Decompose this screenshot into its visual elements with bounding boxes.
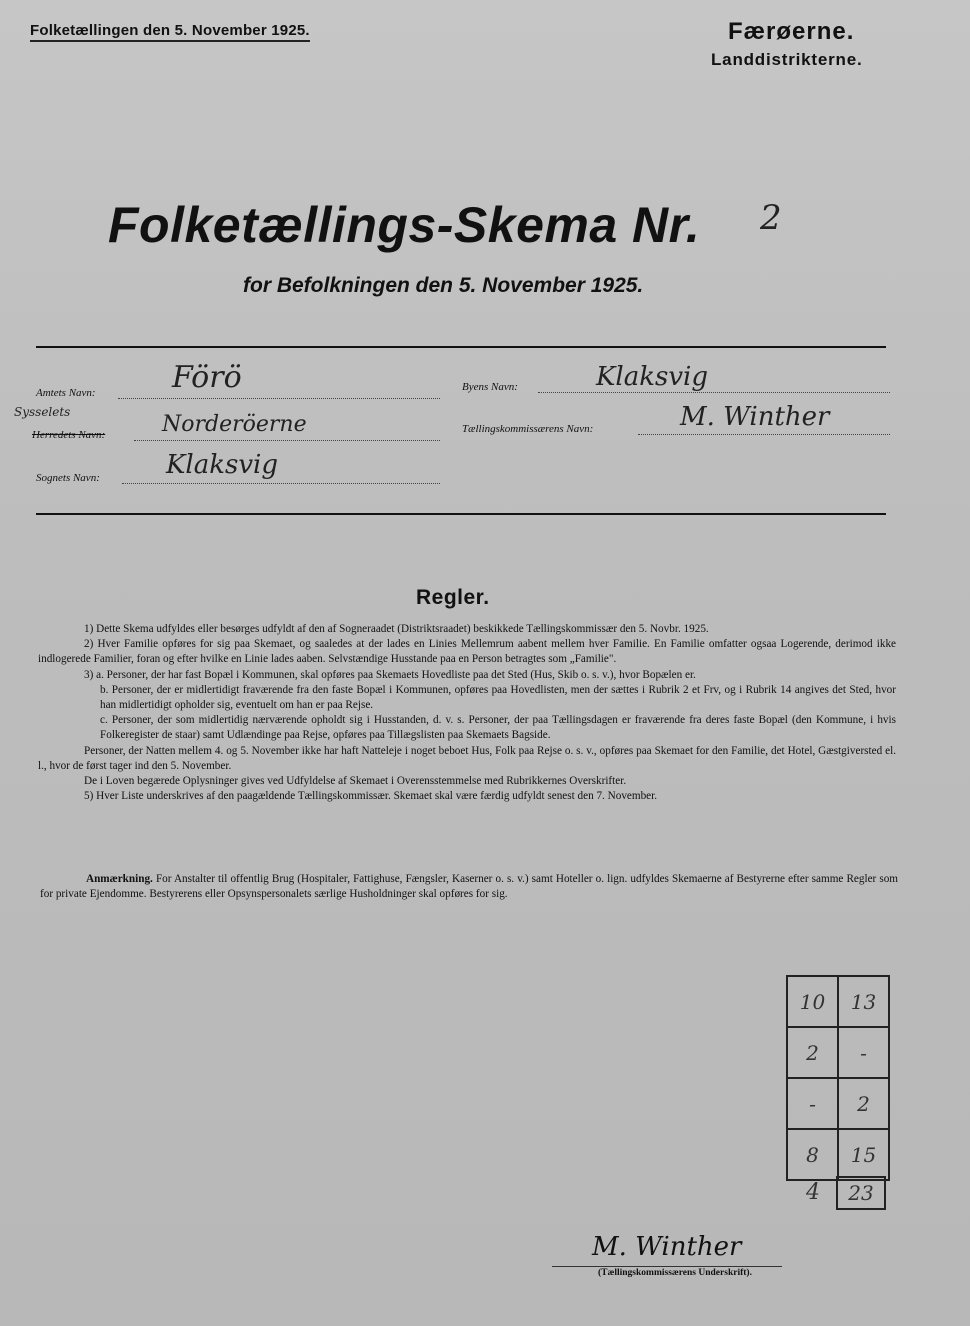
by-value: Klaksvig [596, 362, 708, 392]
tally-cell: 2 [787, 1027, 838, 1078]
sogn-value: Klaksvig [166, 450, 278, 480]
herred-label: Herredets Navn: [32, 429, 106, 441]
note-label: Anmærkning. [86, 873, 153, 885]
kommissaer-value: M. Winther [680, 402, 830, 432]
rule-3b: b. Personer, der er midlertidigt fraværende fra den faste Bopæl i Kommunen, opføres paa Hovedlisten, men der sættes i Rubrik 2 et Frv, og i Rubrik 14 angives det Sted, hvor han midlertidigt opholder sig, eventuelt om han er paa Rejse. [100, 683, 896, 712]
amt-value: Förö [172, 360, 242, 395]
amt-line [118, 398, 440, 399]
tally-cell: 8 [787, 1129, 838, 1180]
tally-total-right: 23 [836, 1176, 886, 1210]
form-title: Folketællings-Skema Nr. [108, 197, 701, 253]
tally-row [787, 1078, 889, 1129]
rules-heading: Regler. [416, 586, 490, 609]
tally-cell: - [787, 1078, 838, 1129]
form-subtitle: for Befolkningen den 5. November 1925. [243, 274, 644, 297]
bottom-divider [36, 513, 886, 515]
rule-3c: c. Personer, der som midlertidig nærværende opholdt sig i Husstanden, d. v. s. Personer, der paa Tællingsdagen er fraværende fra deres faste Bopæl (den Kommune, i hvis Folkeregister de staar) samt Udlændinge paa Rejse, opføres paa Tillægslisten paa Skemaets Bagside. [100, 714, 896, 742]
region-title: Færøerne. [728, 18, 855, 45]
tally-row [787, 1129, 889, 1180]
rule-3d: Personer, der Natten mellem 4. og 5. November ikke har haft Natteleje i noget beboet Hus, Folk paa Rejse o. s. v., opføres paa Skemaet for den Familie, det Hotel, Gæstgiversted el. l., hvor de først tager ind den 5. November. [38, 744, 896, 772]
tally-total-left: 4 [806, 1180, 820, 1205]
tally-row [787, 976, 889, 1027]
signature-handwritten: M. Winther [592, 1232, 742, 1262]
signature-line [552, 1266, 782, 1267]
census-header-label: Folketællingen den 5. November 1925. [30, 22, 310, 42]
tally-cell: - [838, 1027, 889, 1078]
kommissaer-line [638, 434, 890, 435]
amt-label: Amtets Navn: [36, 387, 96, 399]
rule-4: De i Loven begærede Oplysninger gives ved Udfyldelse af Skemaet i Overensstemmelse med Rubrikkernes Overskrifter. [84, 775, 627, 788]
note-text: For Anstalter til offentlig Brug (Hospitaler, Fattighuse, Fængsler, Kaserner o. s. v.) samt Hoteller o. lign. udfyldes Skemaerne af Bestyrerne efter samme Regler som for private Ejendomme. Bestyrerens eller Opsynspersonalets særlige Husholdninger skal opføres for sig. [40, 873, 899, 901]
by-label: Byens Navn: [462, 381, 518, 393]
signature-caption: (Tællingskommissærens Underskrift). [598, 1268, 752, 1278]
rule-1: 1) Dette Skema udfyldes eller besørges udfyldt af den af Sogneraadet (Distriktsraadet) beskikkede Tællingskommissær den 5. Novbr. 1925. [84, 623, 709, 635]
tally-cell: 15 [838, 1129, 889, 1180]
herred-line [134, 440, 440, 441]
district-subtitle: Landdistrikterne. [711, 50, 863, 69]
sogn-line [122, 483, 440, 484]
sogn-label: Sognets Navn: [36, 472, 100, 484]
tally-cell: 13 [838, 976, 889, 1027]
herred-prefix-handwritten: Sysselets [14, 405, 71, 419]
tally-table [786, 975, 890, 1181]
tally-row [787, 1027, 889, 1078]
rule-2: 2) Hver Familie opføres for sig paa Skemaet, og saaledes at der lades en Linies Mellemrum aabent mellem hver Familie. En Familie omfatter ogsaa Logerende, derimod ikke indlogerede Familier, foran og efter hvilke en Linie lades aaben. Selvstændige Husstande paa en Person betragtes som „Familie". [38, 638, 896, 666]
herred-value: Norderöerne [162, 412, 307, 437]
by-line [538, 392, 890, 393]
rule-5: 5) Hver Liste underskrives af den paagældende Tællingskommissær. Skemaet skal være færdig udfyldt senest den 7. November. [84, 790, 658, 803]
form-number-handwritten: 2 [760, 198, 782, 238]
rule-3a: 3) a. Personer, der har fast Bopæl i Kommunen, skal opføres paa Skemaets Hovedliste paa det Sted (Hus, Skib o. s. v.), hvor Bopælen er. [84, 668, 696, 681]
tally-cell: 10 [787, 976, 838, 1027]
annotation-note [40, 872, 898, 902]
kommissaer-label: Tællingskommissærens Navn: [462, 423, 594, 435]
rules-text [38, 622, 896, 804]
top-divider [36, 346, 886, 348]
tally-cell: 2 [838, 1078, 889, 1129]
